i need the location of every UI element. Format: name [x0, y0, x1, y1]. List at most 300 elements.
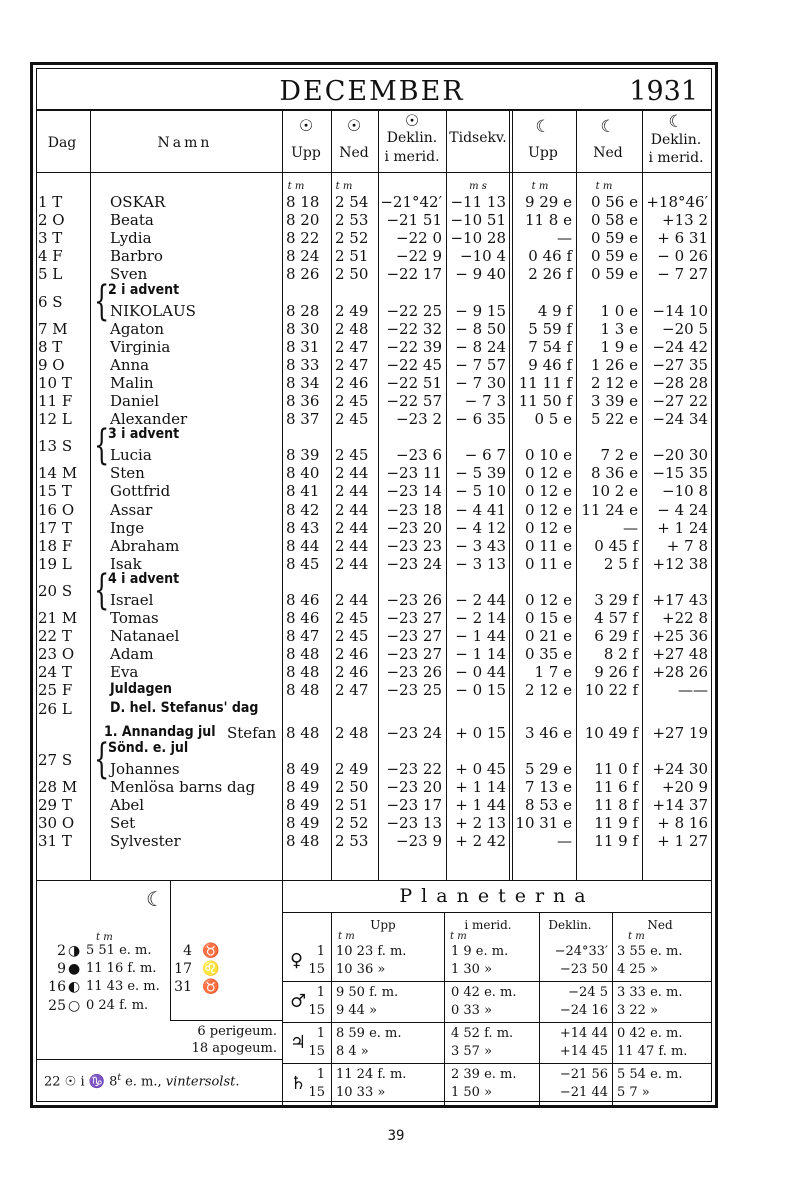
moon-deklin-value: − 7 27: [657, 265, 708, 284]
zodiac-sign-icon: ♉: [202, 943, 220, 959]
col-rule-deklin: [378, 111, 379, 880]
day-name: Virginia: [110, 337, 171, 356]
planet-upp: 10 33 »: [336, 1085, 386, 1100]
moon-upp-value: 4 9 f: [537, 301, 572, 320]
sun-deklin-value: −22 39: [386, 337, 442, 356]
planet-symbol-icon: ♂: [290, 991, 307, 1012]
moon-ned-value: 11 6 f: [594, 777, 638, 796]
sun-upp-value: 8 46: [286, 609, 320, 627]
day-name: Tomas: [110, 609, 159, 627]
sun-deklin-value: −23 26: [386, 590, 442, 609]
tidsekv-value: − 7 3: [464, 392, 506, 410]
sun-ned-value: 2 47: [335, 337, 369, 356]
sun-upp-value: 8 49: [286, 795, 320, 814]
sun-upp-value: 8 48: [286, 723, 320, 742]
sun-upp-value: 8 18: [286, 193, 320, 211]
planet-symbol-icon: ♄: [290, 1073, 307, 1094]
sun-ned-value: 2 50: [335, 777, 369, 796]
solstice-part: t: [117, 1073, 121, 1083]
planet-deklin: +14 45: [559, 1044, 608, 1059]
planet-day: 1: [316, 985, 325, 1000]
col-rule-moon-upp: [576, 111, 577, 880]
planet-ned: 3 33 e. m.: [617, 985, 683, 1000]
sun-icon: ☉: [298, 116, 314, 135]
sun-ned-value: 2 46: [335, 373, 369, 392]
planet-ned: 4 25 »: [617, 962, 659, 977]
phase-time: 11 16 f. m.: [86, 961, 157, 977]
moon-phase-icon: ○: [68, 997, 81, 1014]
tidsekv-value: −10 4: [460, 247, 506, 266]
moon-ned-value: 1 26 e: [590, 355, 638, 374]
moon-upp-value: 7 13 e: [524, 777, 572, 796]
sun-deklin-value: −22 51: [386, 373, 442, 392]
sun-ned-value: 2 44: [335, 554, 369, 573]
moon-deklin-value: −28 28: [652, 373, 708, 392]
planet-ned: 0 42 e. m.: [617, 1026, 683, 1041]
sun-ned-value: 2 49: [335, 759, 369, 778]
header-bottom-rule: [37, 172, 712, 173]
sun-deklin-value: −22 45: [386, 355, 442, 374]
day-name: Sven: [110, 265, 148, 284]
moon-upp-value: 5 29 e: [524, 759, 572, 778]
tidsekv-value: + 1 14: [455, 777, 506, 796]
day-label: 30 O: [38, 813, 75, 832]
col-rule-sun: [331, 111, 332, 880]
sun-upp-value: 8 48: [286, 645, 320, 664]
moon-ned-value: 11 0 f: [594, 759, 638, 778]
sun-deklin-value: −22 32: [386, 319, 442, 338]
sun-deklin-value: −21°42′: [380, 193, 442, 211]
moon-ned-value: 0 59 e: [590, 265, 638, 284]
day-name: Natanael: [110, 627, 180, 646]
header-moon-deklin: Deklin.: [650, 132, 702, 148]
tidsekv-value: − 8 50: [455, 319, 506, 338]
units-moon-upp: t m: [531, 181, 549, 192]
moon-deklin-value: +17 43: [652, 590, 708, 609]
sun-ned-value: 2 47: [335, 681, 369, 700]
moon-deklin-value: −14 10: [652, 301, 708, 320]
sun-deklin-value: −23 24: [386, 723, 442, 742]
header-sun-upp: Upp: [291, 145, 321, 161]
moon-deklin-value: +14 37: [652, 795, 708, 814]
units-moon-ned: t m: [595, 181, 613, 192]
solstice-part: e. m.,: [120, 1074, 166, 1090]
planet-upp: 8 59 e. m.: [336, 1026, 402, 1041]
moon-deklin-value: − 4 24: [657, 500, 708, 519]
sun-deklin-value: −23 27: [386, 609, 442, 627]
day-label: 27 S: [38, 750, 73, 769]
tidsekv-value: + 2 13: [455, 813, 506, 832]
planet-upp: 9 44 »: [336, 1003, 378, 1018]
planet-col-rule-2: [444, 912, 445, 1108]
moon-upp-value: 0 12 e: [524, 464, 572, 483]
moon-upp-value: 10 31 e: [515, 813, 572, 832]
sun-upp-value: 8 37: [286, 410, 320, 429]
sun-upp-value: 8 26: [286, 265, 320, 284]
day-name: Abraham: [110, 536, 180, 555]
phase-date: 25: [48, 997, 66, 1014]
moon-ned-value: 11 9 f: [594, 832, 638, 850]
sun-deklin-value: −23 17: [386, 795, 442, 814]
day-label: 6 S: [38, 292, 63, 311]
planet-day: 1: [316, 1067, 325, 1082]
planet-day: 1: [316, 944, 325, 959]
sun-deklin-value: −23 6: [396, 446, 442, 465]
moon-upp-value: 0 12 e: [524, 590, 572, 609]
planet-units-merid: t m: [450, 931, 467, 942]
moon-ned-value: 0 56 e: [590, 193, 638, 211]
sign-day: 4: [183, 943, 192, 959]
sun-upp-value: 8 43: [286, 518, 320, 537]
header-sun-imerid: i merid.: [384, 149, 440, 165]
moon-deklin-value: +24 30: [652, 759, 708, 778]
sun-deklin-value: −23 2: [396, 410, 442, 429]
header-moon-ned: Ned: [593, 145, 623, 161]
moon-upp-value: 11 11 f: [518, 373, 572, 392]
planet-col-rule-1: [331, 912, 332, 1108]
sun-deklin-value: −23 22: [386, 759, 442, 778]
day-label: 20 S: [38, 581, 73, 600]
sun-ned-value: 2 44: [335, 590, 369, 609]
sun-upp-value: 8 28: [286, 301, 320, 320]
moon-deklin-value: +13 2: [662, 211, 708, 230]
solstice-part: vintersolst.: [165, 1074, 240, 1090]
day-name: Sten: [110, 464, 145, 483]
planet-merid: 0 42 e. m.: [451, 985, 517, 1000]
planet-group-rule: [282, 1022, 712, 1023]
day-label: 11 F: [38, 392, 73, 410]
moon-phase-icon: ◐: [68, 979, 81, 996]
day-name: Daniel: [110, 392, 160, 410]
units-sun-ned: t m: [335, 181, 353, 192]
tidsekv-value: − 7 30: [455, 373, 506, 392]
moon-ned-value: 1 9 e: [600, 337, 638, 356]
day-name: Beata: [110, 211, 154, 230]
planet-merid: 2 39 e. m.: [451, 1067, 517, 1082]
moon-deklin-value: +18°46′: [646, 193, 708, 211]
moon-deklin-value: −20 5: [662, 319, 708, 338]
sun-deklin-value: −23 14: [386, 482, 442, 501]
phase-time: 5 51 e. m.: [86, 943, 152, 958]
sun-ned-value: 2 44: [335, 536, 369, 555]
moon-deklin-value: −20 30: [652, 446, 708, 465]
moon-upp-value: 0 12 e: [524, 500, 572, 519]
col-rule-moon-b: [512, 111, 513, 880]
moon-deklin-value: −10 8: [662, 482, 708, 501]
moon-deklin-value: +22 8: [662, 609, 708, 627]
moon-ned-value: 4 57 f: [594, 609, 638, 627]
planet-units-upp: t m: [338, 931, 355, 942]
planet-group-rule: [282, 1063, 712, 1064]
planet-day: 15: [308, 1044, 325, 1059]
planet-merid: 0 33 »: [451, 1003, 493, 1018]
sun-deklin-value: −23 11: [386, 464, 442, 483]
planet-deklin: −21 44: [559, 1085, 608, 1100]
moon-deklin-value: +25 36: [652, 627, 708, 646]
sun-upp-value: 8 40: [286, 464, 320, 483]
col-rule-moon-ned: [642, 111, 643, 880]
day-label: 9 O: [38, 355, 65, 374]
moon-upp-value: 0 21 e: [524, 627, 572, 646]
sun-ned-value: 2 45: [335, 446, 369, 465]
day-name: Anna: [110, 355, 150, 374]
sun-upp-value: 8 49: [286, 759, 320, 778]
tidsekv-value: −11 13: [450, 193, 506, 211]
moon-upp-value: 0 10 e: [524, 446, 572, 465]
moon-upp-value: 7 54 f: [528, 337, 572, 356]
moon-upp-value: —: [557, 832, 572, 850]
moon-deklin-value: +28 26: [652, 663, 708, 682]
day-label: 13 S: [38, 437, 73, 456]
day-label: 3 T: [38, 229, 63, 248]
moon-upp-value: 9 29 e: [524, 193, 572, 211]
moon-ned-value: 0 59 e: [590, 229, 638, 248]
sunday-label: 4 i advent: [108, 570, 180, 587]
day-label: 1 T: [38, 193, 63, 211]
sun-upp-value: 8 48: [286, 681, 320, 700]
moon-icon: ☾: [146, 887, 164, 911]
sun-ned-value: 2 44: [335, 518, 369, 537]
sun-upp-value: 8 42: [286, 500, 320, 519]
sun-deklin-value: −22 57: [386, 392, 442, 410]
planet-symbol-icon: ♀: [290, 950, 304, 971]
phase-date: 9: [57, 961, 66, 978]
moon-box-inner-bottom: [170, 1020, 282, 1021]
sun-ned-value: 2 45: [335, 609, 369, 627]
moon-box-bottom-rule: [37, 1059, 282, 1060]
day-label: 26 L: [38, 699, 72, 718]
day-label: 21 M: [38, 609, 78, 627]
sun-deklin-value: −23 20: [386, 777, 442, 796]
moon-deklin-value: +27 48: [652, 645, 708, 664]
planet-group-rule: [282, 981, 712, 982]
sun-ned-value: 2 44: [335, 500, 369, 519]
sun-ned-value: 2 54: [335, 193, 369, 211]
day-name: Menlösa barns dag: [110, 777, 256, 796]
day-name: Malin: [110, 373, 154, 392]
moon-deklin-value: + 8 16: [657, 813, 708, 832]
sun-deklin-value: −23 13: [386, 813, 442, 832]
tidsekv-value: − 7 57: [455, 355, 506, 374]
sunday-brace: {: [94, 735, 110, 783]
moon-deklin-value: −27 35: [652, 355, 708, 374]
day-label: 15 T: [38, 482, 72, 501]
tidsekv-value: + 2 42: [455, 832, 506, 850]
moon-upp-value: 0 35 e: [524, 645, 572, 664]
moon-upp-value: 8 53 e: [524, 795, 572, 814]
sun-ned-value: 2 52: [335, 813, 369, 832]
sun-deklin-value: −23 9: [396, 832, 442, 850]
sun-upp-value: 8 34: [286, 373, 320, 392]
planet-header-rule: [282, 912, 712, 913]
planet-upp: 10 36 »: [336, 962, 386, 977]
day-name: Abel: [110, 795, 145, 814]
moon-ned-value: 10 49 f: [584, 723, 638, 742]
moon-ned-value: 2 5 f: [603, 554, 638, 573]
moon-deklin-value: −24 42: [652, 337, 708, 356]
tidsekv-value: − 5 39: [455, 464, 506, 483]
zodiac-sign-icon: ♌: [202, 961, 220, 978]
sun-icon: ☉: [404, 111, 420, 130]
tidsekv-value: − 6 35: [455, 410, 506, 429]
tidsekv-value: −10 51: [450, 211, 506, 230]
tidsekv-value: − 9 15: [455, 301, 506, 320]
day-name: Eva: [110, 663, 139, 682]
moon-icon: ☾: [668, 112, 684, 132]
moon-deklin-value: +12 38: [652, 554, 708, 573]
sunday-label: 3 i advent: [108, 426, 180, 443]
planet-deklin: −21 56: [559, 1067, 608, 1082]
header-sun-deklin: Deklin.: [386, 130, 438, 146]
sun-upp-value: 8 46: [286, 590, 320, 609]
day-name: Juldagen: [110, 681, 173, 698]
planet-col-rule-3: [539, 912, 540, 1108]
moon-ned-value: 3 29 f: [594, 590, 638, 609]
sunday-brace: {: [94, 277, 110, 325]
tidsekv-value: + 1 44: [455, 795, 506, 814]
year-title: 1931: [629, 76, 698, 107]
sunday-label: 2 i advent: [108, 281, 180, 298]
sun-ned-value: 2 45: [335, 410, 369, 429]
planet-header-merid: i merid.: [464, 918, 512, 932]
moon-upp-value: 11 50 f: [518, 392, 572, 410]
moon-upp-value: 9 46 f: [528, 355, 572, 374]
sun-ned-value: 2 48: [335, 319, 369, 338]
planet-ned: 3 55 e. m.: [617, 944, 683, 959]
planet-ned: 5 7 »: [617, 1085, 650, 1100]
tidsekv-value: − 8 24: [455, 337, 506, 356]
sun-upp-value: 8 30: [286, 319, 320, 338]
sun-ned-value: 2 47: [335, 355, 369, 374]
moon-deklin-value: + 7 8: [666, 536, 708, 555]
sun-upp-value: 8 49: [286, 813, 320, 832]
day-label: 17 T: [38, 518, 72, 537]
planet-deklin: −24 16: [559, 1003, 608, 1018]
col-rule-tidsekv: [446, 111, 447, 880]
sun-deklin-value: −23 27: [386, 645, 442, 664]
apogeum-label: 18 apogeum.: [191, 1041, 277, 1056]
sun-upp-value: 8 22: [286, 229, 320, 248]
moon-icon: ☾: [535, 117, 551, 137]
day-label: 4 F: [38, 247, 63, 266]
day-name: D. hel. Stefanus' dag: [110, 699, 259, 716]
moon-upp-value: 0 15 e: [524, 609, 572, 627]
planet-ned: 3 22 »: [617, 1003, 659, 1018]
moon-phase-icon: ●: [68, 961, 81, 978]
planet-ned: 11 47 f. m.: [617, 1044, 688, 1059]
tidsekv-value: − 4 12: [455, 518, 506, 537]
moon-ned-value: 6 29 f: [594, 627, 638, 646]
moon-ned-value: 0 59 e: [590, 247, 638, 266]
sun-upp-value: 8 20: [286, 211, 320, 230]
units-tidsekv: m s: [469, 181, 487, 192]
planet-upp: 8 4 »: [336, 1044, 369, 1059]
moon-ned-value: 11 8 f: [594, 795, 638, 814]
moon-ned-value: 0 45 f: [594, 536, 638, 555]
sun-upp-value: 8 39: [286, 446, 320, 465]
day-name-extra: 1. Annandag jul: [104, 723, 216, 740]
header-sun-ned: Ned: [339, 145, 369, 161]
day-name: Johannes: [110, 759, 180, 778]
moon-upp-value: 5 59 f: [528, 319, 572, 338]
planet-header-upp: Upp: [370, 918, 396, 932]
planet-merid: 4 52 f. m.: [451, 1026, 514, 1041]
lower-top-rule: [37, 880, 712, 881]
moon-deklin-value: + 1 27: [657, 832, 708, 850]
sun-ned-value: 2 51: [335, 247, 369, 266]
sun-ned-value: 2 50: [335, 265, 369, 284]
planet-header-ned: Ned: [647, 918, 673, 932]
sun-upp-value: 8 48: [286, 663, 320, 682]
moon-upp-value: 3 46 e: [524, 723, 572, 742]
sun-upp-value: 8 47: [286, 627, 320, 646]
moon-ned-value: —: [623, 518, 638, 537]
moon-ned-value: 11 9 f: [594, 813, 638, 832]
planets-title: Planeterna: [399, 885, 595, 907]
day-label: 7 M: [38, 319, 68, 338]
day-name: OSKAR: [110, 193, 166, 211]
day-label: 28 M: [38, 777, 78, 796]
sun-deklin-value: −22 9: [396, 247, 442, 266]
tidsekv-value: − 6 7: [464, 446, 506, 465]
sun-deklin-value: −23 26: [386, 663, 442, 682]
header-namn: Namn: [157, 135, 213, 151]
tidsekv-value: − 0 15: [455, 681, 506, 700]
header-top-rule: [37, 109, 712, 111]
moon-ned-value: 9 26 f: [594, 663, 638, 682]
moon-ned-value: 0 58 e: [590, 211, 638, 230]
moon-box-inner-rule: [170, 880, 171, 1021]
moon-ned-value: 8 36 e: [590, 464, 638, 483]
day-name: Set: [110, 813, 136, 832]
planet-day: 15: [308, 1085, 325, 1100]
header-moon-imerid: i merid.: [648, 150, 704, 166]
sun-ned-value: 2 53: [335, 832, 369, 850]
day-label: 31 T: [38, 832, 72, 850]
day-label: 25 F: [38, 681, 73, 700]
sun-ned-value: 2 52: [335, 229, 369, 248]
planet-deklin: −24 5: [568, 985, 608, 1000]
day-label: 10 T: [38, 373, 72, 392]
day-label: 2 O: [38, 211, 65, 230]
moon-ned-value: 1 3 e: [600, 319, 638, 338]
planet-merid: 1 9 e. m.: [451, 944, 509, 959]
planet-merid: 1 30 »: [451, 962, 493, 977]
phase-time: 0 24 f. m.: [86, 997, 149, 1013]
moon-upp-value: 2 12 e: [524, 681, 572, 700]
day-label: 5 L: [38, 265, 63, 284]
tidsekv-value: − 1 44: [455, 627, 506, 646]
planet-day: 1: [316, 1026, 325, 1041]
sunday-brace: {: [94, 421, 110, 470]
moon-upp-value: 0 46 f: [528, 247, 572, 266]
moon-deklin-value: + 1 24: [657, 518, 708, 537]
sun-deklin-value: −22 17: [386, 265, 442, 284]
tidsekv-value: − 5 10: [455, 482, 506, 501]
day-name: Gottfrid: [110, 482, 171, 501]
col-rule-namn: [282, 111, 283, 880]
moon-ned-value: 8 2 f: [603, 645, 638, 664]
planet-units-ned: t m: [628, 931, 645, 942]
day-label: 12 L: [38, 410, 72, 429]
moon-ned-value: 11 24 e: [581, 500, 638, 519]
moon-upp-value: 2 26 f: [528, 265, 572, 284]
moon-upp-value: 0 12 e: [524, 482, 572, 501]
day-name: Agaton: [110, 319, 165, 338]
moon-deklin-value: −15 35: [652, 464, 708, 483]
tidsekv-value: − 0 44: [455, 663, 506, 682]
units-sun-upp: t m: [287, 181, 305, 192]
